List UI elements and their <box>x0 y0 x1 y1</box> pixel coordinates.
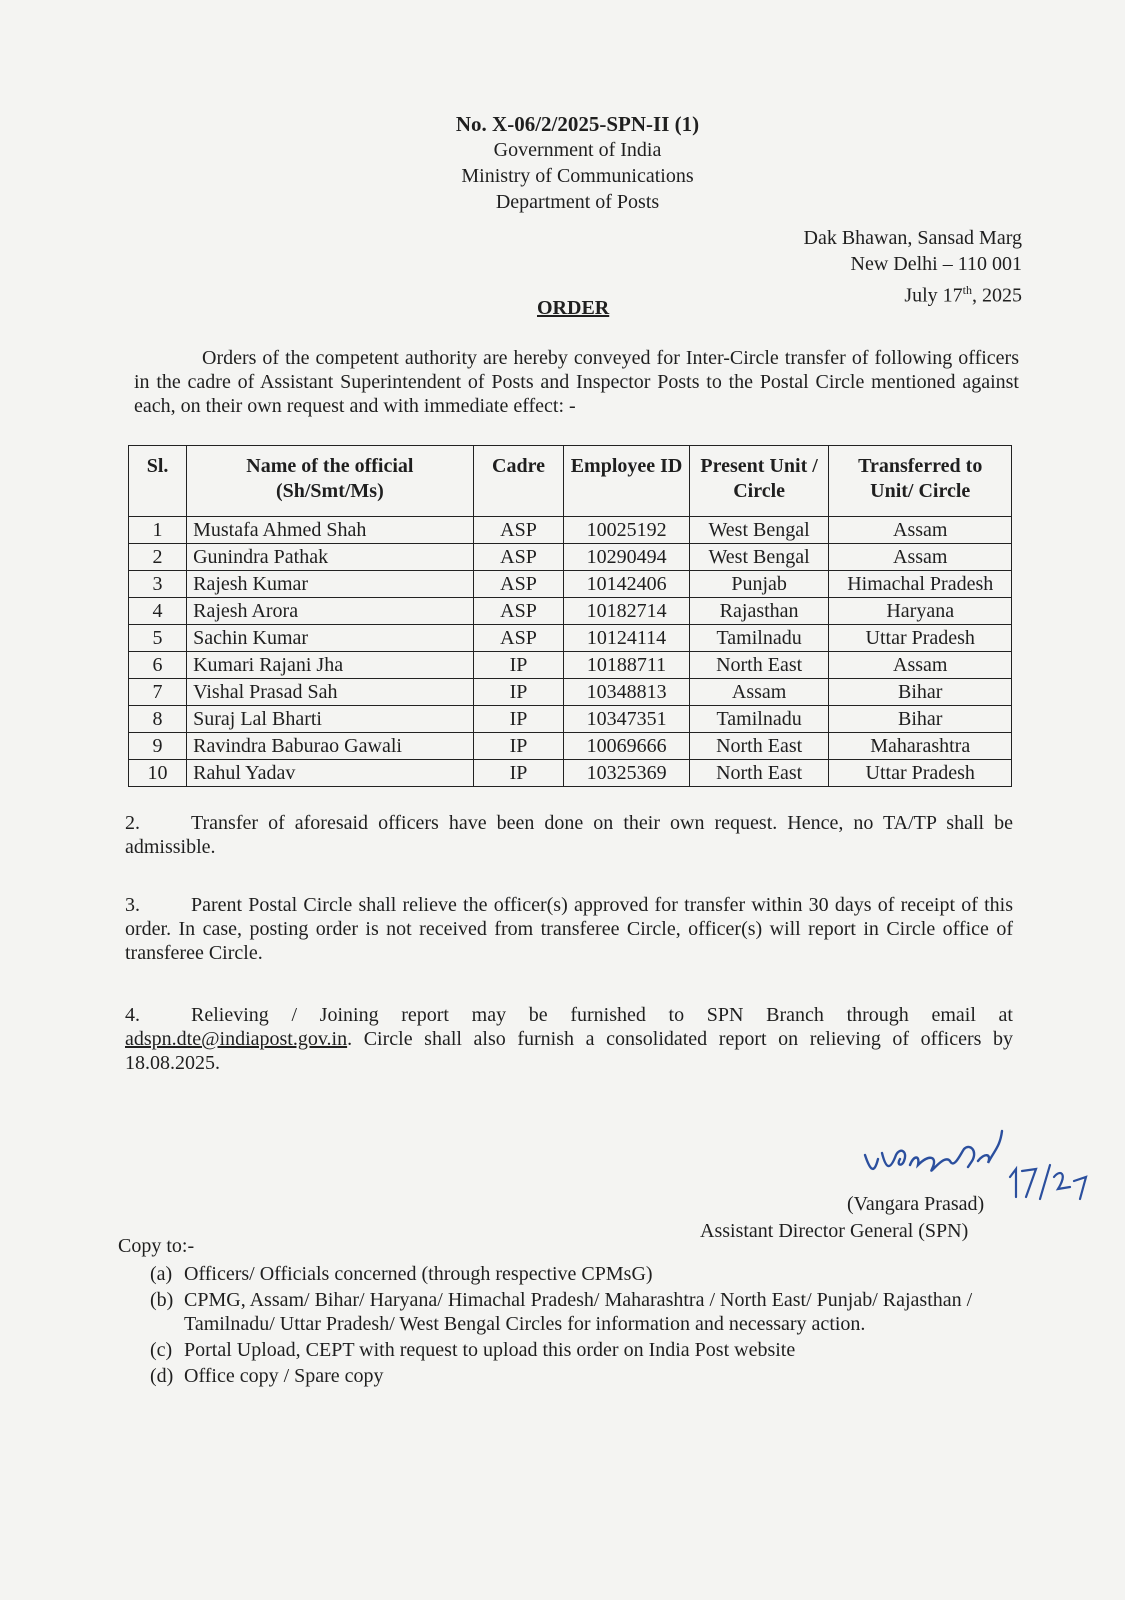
address-line-1: Dak Bhawan, Sansad Marg <box>803 227 1022 249</box>
list-marker: (d) <box>150 1365 174 1387</box>
copy-to-label: Copy to:- <box>118 1235 195 1257</box>
cell-employee-id: 10124114 <box>564 625 689 652</box>
cell-sl: 10 <box>129 760 187 787</box>
cell-name: Vishal Prasad Sah <box>187 679 474 706</box>
list-item-text: Portal Upload, CEPT with request to upload this order on India Post website <box>184 1339 796 1361</box>
paragraph-3-number: 3. <box>125 894 140 916</box>
paragraph-2 <box>125 811 1013 859</box>
cell-sl: 6 <box>129 652 187 679</box>
list-marker: (c) <box>150 1339 173 1361</box>
cell-transferred-to: Bihar <box>829 706 1012 733</box>
table-row <box>129 571 1012 598</box>
cell-transferred-to: Bihar <box>829 679 1012 706</box>
cell-name: Rahul Yadav <box>187 760 474 787</box>
list-item-text: Officers/ Officials concerned (through respective CPMsG) <box>184 1263 653 1285</box>
cell-employee-id: 10290494 <box>564 544 689 571</box>
cell-present-unit: West Bengal <box>689 544 829 571</box>
intro-paragraph: Orders of the competent authority are hereby conveyed for Inter-Circle transfer of following officers in the cadre of Assistant Superintendent of Posts and Inspector Posts to the Postal Circle mentioned against each, on their own request and with immediate effect: - <box>134 347 1019 417</box>
header-name: Name of the official (Sh/Smt/Ms) <box>187 446 474 517</box>
cell-employee-id: 10142406 <box>564 571 689 598</box>
cell-employee-id: 10348813 <box>564 679 689 706</box>
header-sl: Sl. <box>129 446 187 517</box>
cell-employee-id: 10069666 <box>564 733 689 760</box>
table-row <box>129 679 1012 706</box>
table-row <box>129 760 1012 787</box>
table-row <box>129 733 1012 760</box>
paragraph-2-number: 2. <box>125 812 140 834</box>
paragraph-4-text-a: Relieving / Joining report may be furnished to SPN Branch through email at <box>191 1004 1013 1026</box>
list-item <box>150 1338 1020 1362</box>
table-header-row <box>129 446 1012 517</box>
cell-cadre: IP <box>473 706 564 733</box>
cell-present-unit: Rajasthan <box>689 598 829 625</box>
cell-present-unit: Tamilnadu <box>689 625 829 652</box>
cell-cadre: ASP <box>473 598 564 625</box>
cell-cadre: ASP <box>473 544 564 571</box>
cell-cadre: IP <box>473 760 564 787</box>
cell-transferred-to: Assam <box>829 517 1012 544</box>
cell-sl: 2 <box>129 544 187 571</box>
page-title: ORDER <box>537 297 610 319</box>
paragraph-3 <box>125 893 1013 965</box>
cell-employee-id: 10347351 <box>564 706 689 733</box>
cell-sl: 1 <box>129 517 187 544</box>
ministry-line: Ministry of Communications <box>461 165 694 187</box>
cell-sl: 5 <box>129 625 187 652</box>
list-item <box>150 1364 1020 1388</box>
department-line: Department of Posts <box>495 191 660 213</box>
header-cadre: Cadre <box>473 446 564 517</box>
cell-employee-id: 10188711 <box>564 652 689 679</box>
signatory-name: (Vangara Prasad) <box>847 1193 985 1215</box>
cell-name: Kumari Rajani Jha <box>187 652 474 679</box>
cell-transferred-to: Assam <box>829 652 1012 679</box>
table-row <box>129 706 1012 733</box>
table-row <box>129 625 1012 652</box>
cell-cadre: IP <box>473 679 564 706</box>
cell-cadre: IP <box>473 652 564 679</box>
email-link[interactable]: adspn.dte@indiapost.gov.in <box>125 1028 348 1050</box>
cell-sl: 7 <box>129 679 187 706</box>
cell-transferred-to: Haryana <box>829 598 1012 625</box>
cell-cadre: IP <box>473 733 564 760</box>
cell-cadre: ASP <box>473 571 564 598</box>
list-marker: (b) <box>150 1289 174 1311</box>
cell-transferred-to: Himachal Pradesh <box>829 571 1012 598</box>
header-employee-id: Employee ID <box>564 446 689 517</box>
transfer-table <box>128 445 1012 787</box>
table-row <box>129 598 1012 625</box>
table-row <box>129 517 1012 544</box>
address-line-2: New Delhi – 110 001 <box>850 253 1022 275</box>
cell-employee-id: 10025192 <box>564 517 689 544</box>
letter-header <box>0 112 1125 215</box>
cell-sl: 9 <box>129 733 187 760</box>
cell-employee-id: 10325369 <box>564 760 689 787</box>
copy-to-list <box>150 1262 1020 1390</box>
paragraph-3-text: Parent Postal Circle shall relieve the officer(s) approved for transfer within 30 days of receipt of this order. In case, posting order is not received from transferee Circle, officer(s) will report in Circle office of transferee Circle. <box>125 894 1013 964</box>
list-marker: (a) <box>150 1263 173 1285</box>
cell-name: Sachin Kumar <box>187 625 474 652</box>
table-row <box>129 544 1012 571</box>
cell-transferred-to: Maharashtra <box>829 733 1012 760</box>
cell-present-unit: Assam <box>689 679 829 706</box>
cell-cadre: ASP <box>473 625 564 652</box>
cell-sl: 3 <box>129 571 187 598</box>
cell-sl: 8 <box>129 706 187 733</box>
cell-name: Mustafa Ahmed Shah <box>187 517 474 544</box>
signatory-designation: Assistant Director General (SPN) <box>700 1220 969 1242</box>
paragraph-4-number: 4. <box>125 1004 140 1026</box>
cell-name: Rajesh Kumar <box>187 571 474 598</box>
paragraph-4 <box>125 1003 1013 1075</box>
list-item-text: Office copy / Spare copy <box>184 1365 384 1387</box>
list-item <box>150 1288 1020 1336</box>
table-row <box>129 652 1012 679</box>
header-present-unit: Present Unit / Circle <box>689 446 829 517</box>
cell-present-unit: Punjab <box>689 571 829 598</box>
cell-transferred-to: Uttar Pradesh <box>829 760 1012 787</box>
cell-present-unit: Tamilnadu <box>689 706 829 733</box>
cell-present-unit: North East <box>689 733 829 760</box>
address-block <box>804 225 1022 309</box>
cell-transferred-to: Assam <box>829 544 1012 571</box>
cell-name: Suraj Lal Bharti <box>187 706 474 733</box>
cell-name: Gunindra Pathak <box>187 544 474 571</box>
paragraph-4-text-b: . Circle shall also furnish a consolidated report on relieving of officers by 18.08.2025. <box>125 1028 1013 1074</box>
cell-present-unit: North East <box>689 760 829 787</box>
cell-name: Rajesh Arora <box>187 598 474 625</box>
government-line: Government of India <box>493 139 662 161</box>
list-item-text: CPMG, Assam/ Bihar/ Haryana/ Himachal Pradesh/ Maharashtra / North East/ Punjab/ Rajasthan / Tamilnadu/ Uttar Pradesh/ West Bengal Circles for information and necessary action. <box>184 1289 973 1335</box>
list-item <box>150 1262 1020 1286</box>
cell-present-unit: North East <box>689 652 829 679</box>
cell-cadre: ASP <box>473 517 564 544</box>
paragraph-2-text: Transfer of aforesaid officers have been done on their own request. Hence, no TA/TP shall be admissible. <box>125 812 1013 858</box>
order-date: July 17th, 2025 <box>904 283 1022 307</box>
cell-sl: 4 <box>129 598 187 625</box>
reference-number: No. X-06/2/2025-SPN-II (1) <box>455 112 700 136</box>
cell-present-unit: West Bengal <box>689 517 829 544</box>
cell-employee-id: 10182714 <box>564 598 689 625</box>
cell-name: Ravindra Baburao Gawali <box>187 733 474 760</box>
cell-transferred-to: Uttar Pradesh <box>829 625 1012 652</box>
header-transferred-to: Transferred to Unit/ Circle <box>829 446 1012 517</box>
